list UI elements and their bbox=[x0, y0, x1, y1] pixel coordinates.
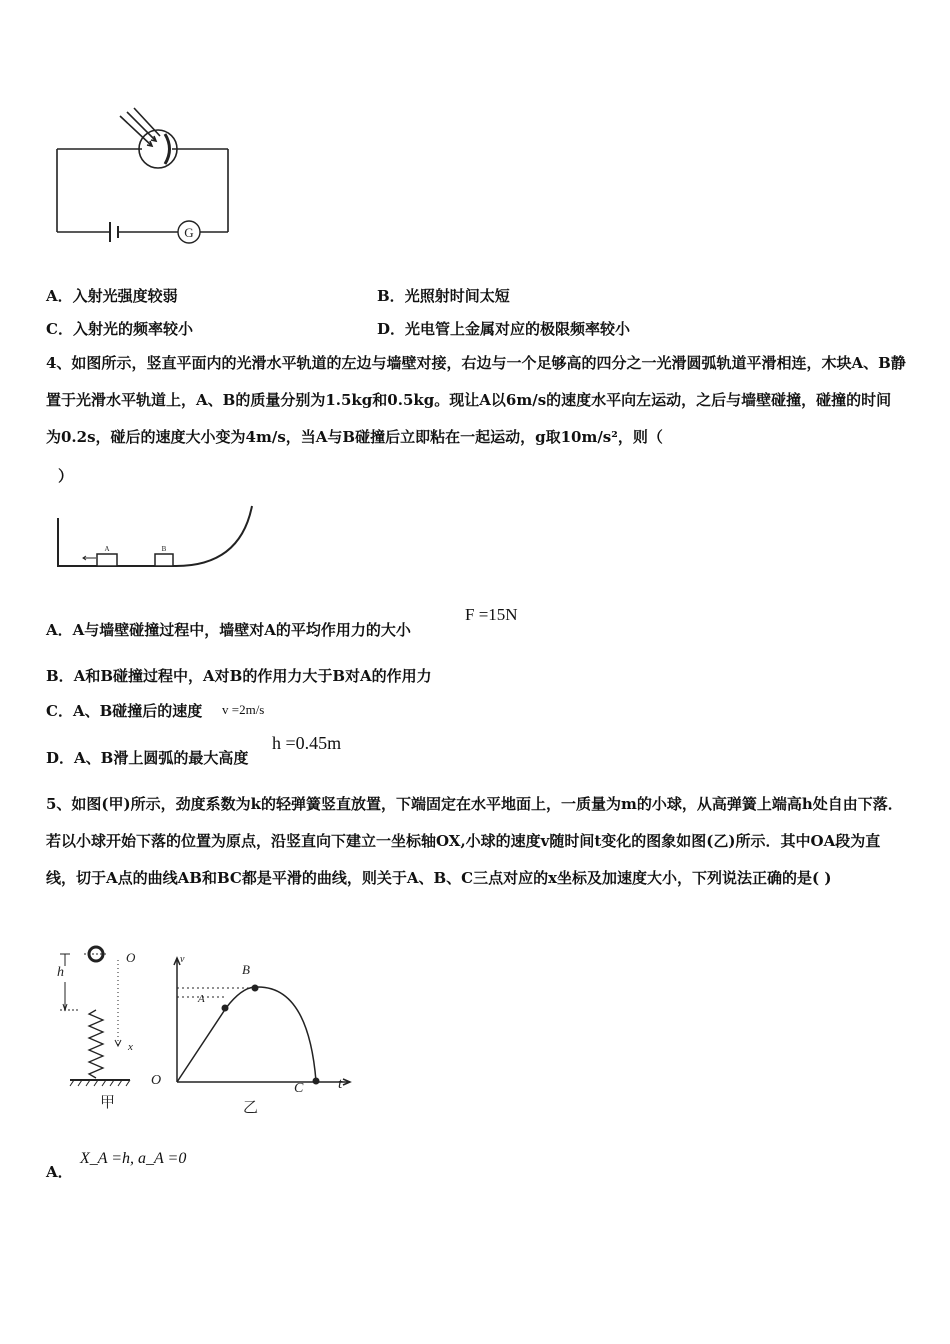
q4-option-d-formula: h =0.45m bbox=[272, 733, 342, 753]
height-label: h bbox=[57, 965, 64, 980]
q4-option-b[interactable] bbox=[46, 666, 432, 686]
option-letter: A． bbox=[46, 287, 73, 305]
option-text: A、B滑上圆弧的最大高度 bbox=[74, 749, 249, 767]
photocell-circuit-figure bbox=[50, 112, 240, 252]
option-letter: A． bbox=[46, 621, 73, 639]
q5-stem-text: 5、如图(甲)所示，劲度系数为k的轻弹簧竖直放置，下端固定在水平地面上，一质量为m的小球，从高弹簧上端高h处自由下落．若以小球开始下落的位置为原点，沿竖直向下建立一坐标轴OX,小球的速度v随时间t变化的图象如图(乙)所示．其中OA段为直线，切于A点的曲线AB和BC都是平滑的曲线，则关于A、B、C三点对应的x坐标及加速度大小，下列说法正确的是( ) bbox=[46, 795, 903, 887]
q4-option-a-formula: F =15N bbox=[465, 605, 518, 624]
q5-stem bbox=[46, 786, 906, 897]
q5-option-a[interactable] bbox=[46, 1162, 73, 1182]
origin-label: O bbox=[126, 950, 136, 965]
point-a bbox=[222, 1005, 229, 1012]
option-letter: D． bbox=[46, 749, 75, 767]
figure-jia-caption: 甲 bbox=[100, 1095, 116, 1111]
q3-option-d[interactable] bbox=[377, 319, 630, 339]
spring-ball-figure bbox=[48, 940, 143, 1115]
block-a-label: A bbox=[104, 545, 110, 553]
block-a bbox=[97, 554, 117, 566]
figure-yi-caption: 乙 bbox=[243, 1100, 259, 1116]
option-letter: B． bbox=[46, 667, 74, 685]
option-text: 光照射时间太短 bbox=[404, 287, 510, 305]
option-letter: B． bbox=[377, 287, 405, 305]
point-b-label: B bbox=[242, 962, 250, 977]
galvanometer-label: G bbox=[184, 225, 194, 240]
x-axis-label: x bbox=[128, 1041, 133, 1053]
q4-option-a[interactable] bbox=[46, 620, 411, 640]
q5-option-a-formula: X_A =h, a_A =0 bbox=[80, 1150, 187, 1167]
block-b bbox=[155, 554, 173, 566]
point-c bbox=[313, 1078, 320, 1085]
q4-stem-close: ） bbox=[58, 467, 74, 485]
option-letter: C． bbox=[46, 702, 73, 720]
t-axis-label: t bbox=[338, 1076, 343, 1092]
q3-option-b[interactable] bbox=[377, 286, 510, 306]
option-text: 光电管上金属对应的极限频率较小 bbox=[405, 320, 631, 338]
q3-option-c[interactable] bbox=[46, 319, 193, 339]
block-b-label: B bbox=[161, 545, 167, 553]
segment-oa bbox=[177, 1008, 226, 1082]
option-letter: D． bbox=[377, 320, 406, 338]
velocity-time-graph bbox=[148, 950, 358, 1125]
q4-option-c-formula: v =2m/s bbox=[222, 702, 265, 717]
point-a-label: A bbox=[198, 993, 205, 1005]
option-text: A、B碰撞后的速度 bbox=[72, 702, 203, 720]
option-text: A和B碰撞过程中，A对B的作用力大于B对A的作用力 bbox=[73, 667, 432, 685]
option-text: 入射光强度较弱 bbox=[72, 287, 178, 305]
option-text: 入射光的频率较小 bbox=[72, 320, 193, 338]
q3-option-a[interactable] bbox=[46, 286, 178, 306]
q4-stem bbox=[46, 345, 906, 456]
origin-label: O bbox=[151, 1073, 162, 1088]
point-c-label: C bbox=[294, 1081, 304, 1096]
q4-option-c[interactable] bbox=[46, 701, 202, 721]
point-b bbox=[252, 985, 259, 992]
v-axis-label: v bbox=[180, 954, 185, 965]
track-figure bbox=[50, 500, 265, 580]
q4-option-d[interactable] bbox=[46, 748, 248, 768]
option-text: A与墙壁碰撞过程中，墙壁对A的平均作用力的大小 bbox=[72, 621, 411, 639]
q4-stem-text: 4、如图所示，竖直平面内的光滑水平轨道的左边与墙壁对接，右边与一个足够高的四分之一光滑圆弧轨道平滑相连，木块A、B静置于光滑水平轨道上，A、B的质量分别为1.5kg和0.5kg。现让A以6m/s的速度水平向左运动，之后与墙壁碰撞，碰撞的时间为0.2s，碰后的速度大小变为4m/s，当A与B碰撞后立即粘在一起运动，g取10m/s²，则（ bbox=[46, 354, 906, 446]
curve-ab-bc bbox=[226, 987, 316, 1081]
option-letter: A． bbox=[46, 1163, 73, 1181]
option-letter: C． bbox=[46, 320, 73, 338]
